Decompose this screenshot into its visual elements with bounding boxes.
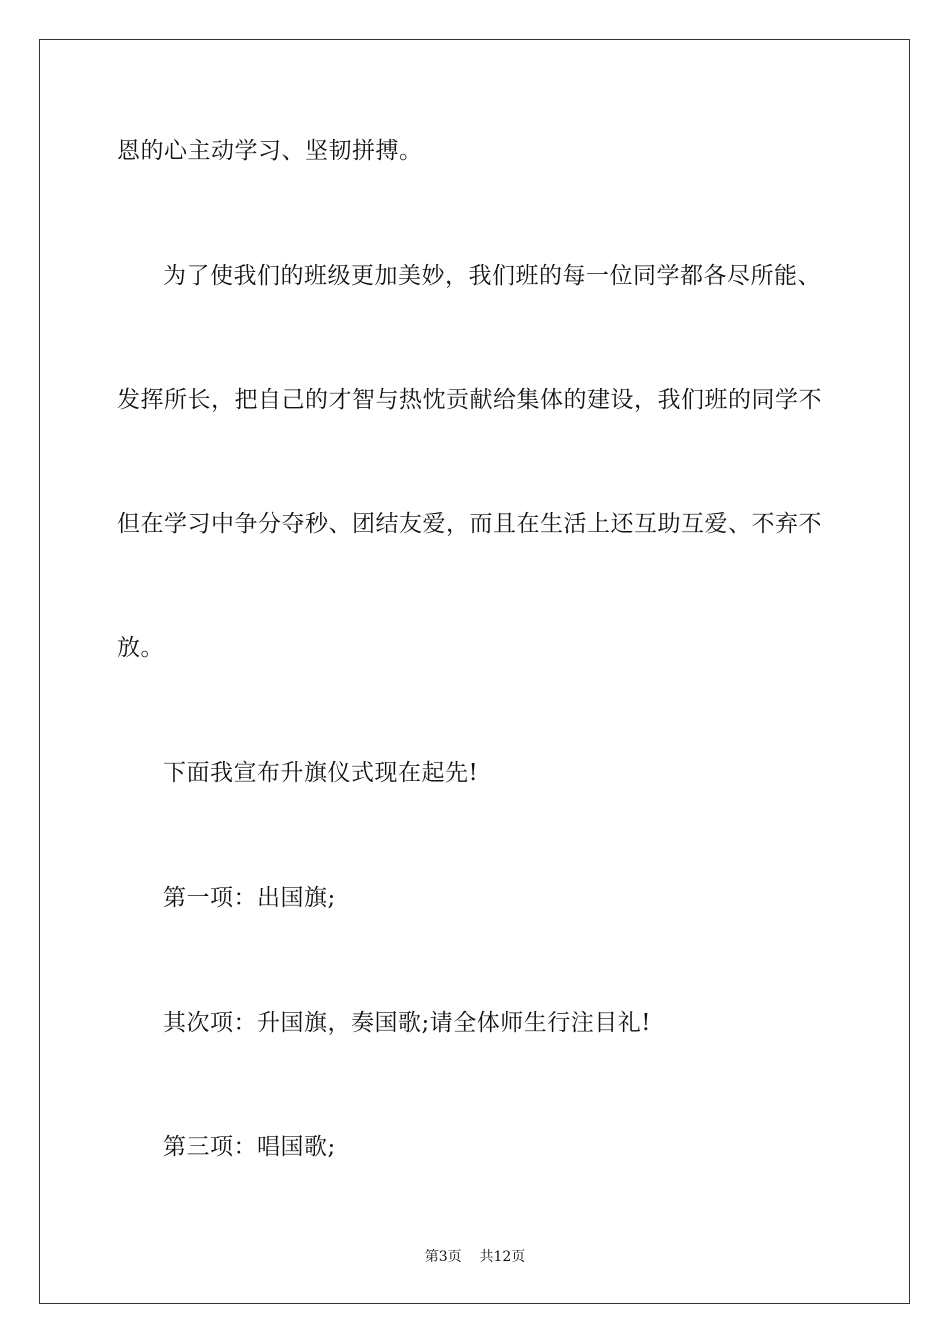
page-number-footer: 第3页 共12页 bbox=[424, 1249, 526, 1265]
text-line-2: 为了使我们的班级更加美妙，我们班的每一位同学都各尽所能、 bbox=[163, 263, 821, 289]
text-line-8: 其次项：升国旗，奏国歌;请全体师生行注目礼! bbox=[163, 1010, 651, 1036]
text-line-6: 下面我宣布升旗仪式现在起先! bbox=[163, 760, 479, 786]
text-line-7: 第一项：出国旗; bbox=[163, 885, 336, 911]
text-line-9: 第三项：唱国歌; bbox=[163, 1134, 336, 1160]
text-line-4: 但在学习中争分夺秒、团结友爱，而且在生活上还互助互爱、不弃不 bbox=[117, 511, 822, 537]
page-border bbox=[39, 39, 910, 1304]
text-line-3: 发挥所长，把自己的才智与热忱贡献给集体的建设，我们班的同学不 bbox=[117, 387, 822, 413]
text-line-5: 放。 bbox=[117, 635, 164, 661]
text-line-1: 恩的心主动学习、坚韧拼搏。 bbox=[117, 138, 423, 164]
